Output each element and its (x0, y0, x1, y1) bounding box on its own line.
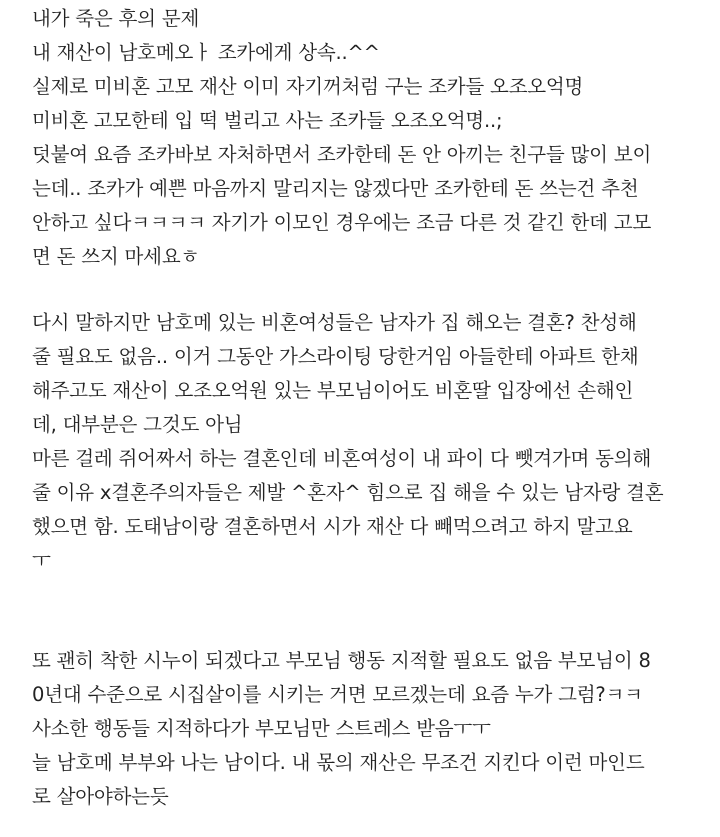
text-line: 덧붙여 요즘 조카바보 자처하면서 조카한테 돈 안 아끼는 친구들 많이 보이 (32, 143, 652, 166)
text-line: 다시 말하지만 남호메 있는 비혼여성들은 남자가 집 해오는 결혼? 찬성해 (32, 311, 637, 334)
text-line: 안하고 싶다ㅋㅋㅋㅋ 자기가 이모인 경우에는 조금 다른 것 같긴 한데 고모 (32, 211, 652, 234)
text-line: 데, 대부분은 그것도 아님 (32, 413, 243, 436)
text-line: 사소한 행동들 지적하다가 부모님만 스트레스 받음ㅜㅜ (32, 717, 491, 740)
text-line: 미비혼 고모한테 입 떡 벌리고 사는 조카들 오조오억명..; (32, 109, 503, 132)
text-line: 로 살아야하는듯 (32, 785, 169, 808)
text-line: 줄 필요도 없음.. 이거 그동안 가스라이팅 당한거임 아들한테 아파트 한채 (32, 345, 639, 368)
text-line: 0년대 수준으로 시집살이를 시키는 거면 모르겠는데 요즘 누가 그럼?ㅋㅋ (32, 683, 643, 706)
text-line: 내가 죽은 후의 문제 (32, 7, 200, 30)
text-line: 했으면 함. 도태남이랑 결혼하면서 시가 재산 다 빼먹으려고 하지 말고요 (32, 515, 633, 538)
text-line: 는데.. 조카가 예쁜 마음까지 말리지는 않겠다만 조카한테 돈 쓰는건 추천 (32, 177, 639, 200)
text-line: 해주고도 재산이 오조오억원 있는 부모님이어도 비혼딸 입장에선 손해인 (32, 379, 634, 402)
text-line: 내 재산이 남호메오ㅏ 조카에게 상속..^^ (32, 41, 380, 64)
text-line: 줄 이유 x결혼주의자들은 제발 ^혼자^ 힘으로 집 해을 수 있는 남자랑 결혼 (32, 481, 664, 504)
text-line: ㅜ (32, 549, 51, 572)
text-line: 마른 걸레 쥐어짜서 하는 결혼인데 비혼여성이 내 파이 다 뺏겨가며 동의해 (32, 447, 652, 470)
text-line: 실제로 미비혼 고모 재산 이미 자기꺼처럼 구는 조카들 오조오억명 (32, 75, 584, 98)
text-line: 늘 남호메 부부와 나는 남이다. 내 몫의 재산은 무조건 지킨다 이런 마인드 (32, 751, 645, 774)
text-line: 또 괜히 착한 시누이 되겠다고 부모님 행동 지적할 필요도 없음 부모님이 8 (32, 649, 651, 672)
text-line: 면 돈 쓰지 마세요ㅎ (32, 245, 200, 268)
